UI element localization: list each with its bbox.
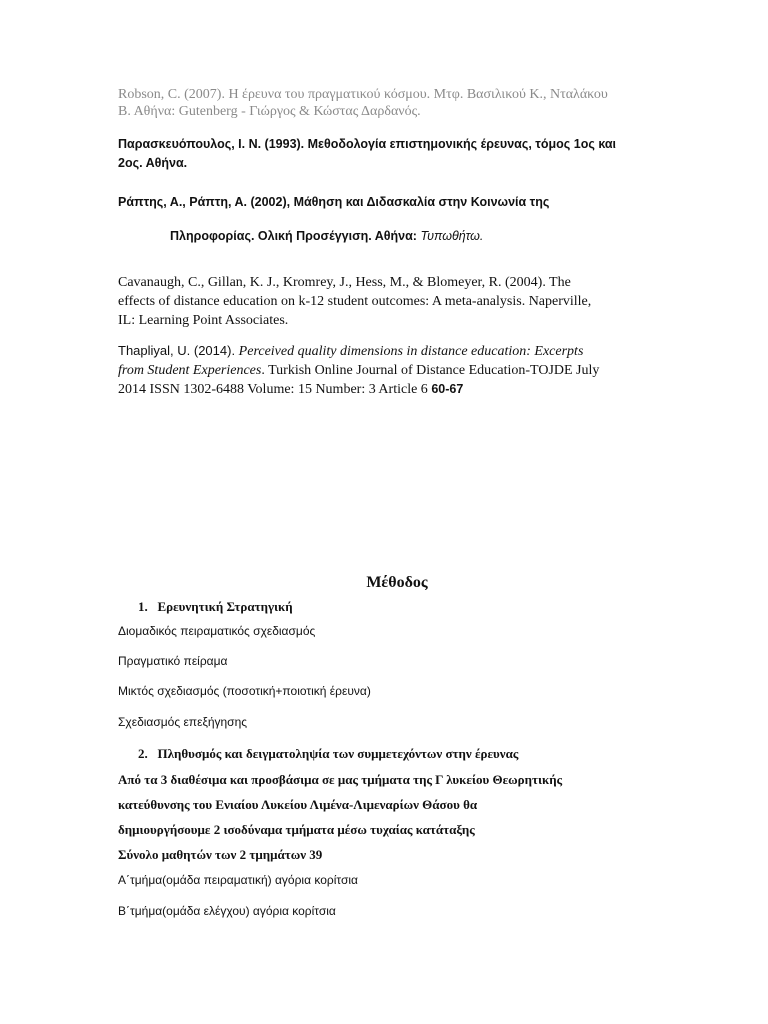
reference-thapliyal-title-part1: Perceived quality dimensions in distance education: Excerpts — [238, 344, 584, 359]
section1-item-1: Πραγματικό πείραμα — [118, 654, 228, 668]
method-heading: Μέθοδος — [366, 574, 428, 591]
reference-thapliyal-line2 — [118, 361, 599, 380]
reference-thapliyal — [118, 341, 599, 399]
reference-cavanaugh — [118, 273, 591, 330]
reference-cavanaugh-line2: effects of distance education on k-12 student outcomes: A meta-analysis. Naperville, — [118, 294, 592, 309]
section2-group-0: Α΄τμήμα(ομάδα πειραματική) αγόρια κορίτσια — [118, 873, 358, 887]
section1-item-3: Σχεδιασμός επεξήγησης — [118, 715, 248, 729]
section2-paragraph-line2: δημιουργήσουμε 2 ισοδύναμα τμήματα μέσω τυχαίας κατάταξης — [118, 822, 475, 837]
reference-raptis-line1: Ράπτης, Α., Ράπτη, Α. (2002), Μάθηση και Διδασκαλία στην Κοινωνία της — [118, 195, 550, 209]
reference-thapliyal-title-part2: from Student Experiences — [118, 363, 262, 378]
section1-title: 1. Ερευνητική Στρατηγική — [138, 599, 293, 614]
section2-paragraph-line0: Από τα 3 διαθέσιμα και προσβάσιμα σε μας τμήματα της Γ λυκείου Θεωρητικής — [118, 772, 563, 787]
reference-paraskevopoulos-line1: Παρασκευόπουλος, Ι. Ν. (1993). Μεθοδολογία επιστημονικής έρευνας, τόμος 1ος και — [118, 137, 617, 151]
section1-item-0: Διομαδικός πειραματικός σχεδιασμός — [118, 624, 316, 638]
reference-thapliyal-issue: 2014 ISSN 1302-6488 Volume: 15 Number: 3 Article 6 — [118, 382, 432, 397]
section2-group-1: Β΄τμήμα(ομάδα ελέγχου) αγόρια κορίτσια — [118, 904, 336, 918]
reference-thapliyal-line3 — [118, 380, 599, 399]
reference-thapliyal-line1 — [118, 341, 599, 361]
reference-cavanaugh-line3: IL: Learning Point Associates. — [118, 313, 289, 328]
reference-raptis-publisher: Τυπωθήτω. — [420, 229, 484, 243]
reference-cavanaugh-line1: Cavanaugh, C., Gillan, K. J., Kromrey, J., Hess, M., & Blomeyer, R. (2004). The — [118, 275, 571, 290]
section2-title: 2. Πληθυσμός και δειγματοληψία των συμμετεχόντων στην έρευνας — [138, 746, 519, 761]
reference-robson-line1: Robson, C. (2007). Η έρευνα του πραγματικού κόσμου. Μτφ. Βασιλικού Κ., Νταλάκου — [118, 87, 608, 102]
reference-thapliyal-journal: . Turkish Online Journal of Distance Education-TOJDE July — [261, 363, 600, 378]
reference-thapliyal-author: Thapliyal, U. (2014). — [118, 343, 239, 358]
reference-raptis-line2 — [170, 227, 483, 246]
section2-paragraph-line3: Σύνολο μαθητών των 2 τμημάτων 39 — [118, 847, 323, 862]
reference-robson — [118, 86, 608, 120]
section1-item-2: Μικτός σχεδιασμός (ποσοτική+ποιοτική έρευνα) — [118, 684, 371, 698]
reference-paraskevopoulos — [118, 135, 616, 173]
reference-thapliyal-pages: 60-67 — [431, 382, 464, 396]
section2-paragraph-line1: κατεύθυνσης του Ενιαίου Λυκείου Λιμένα-Λιμεναρίων Θάσου θα — [118, 797, 478, 812]
reference-robson-line2: Β. Αθήνα: Gutenberg - Γιώργος & Κώστας Δαρδανός. — [118, 104, 421, 119]
reference-paraskevopoulos-line2: 2ος. Αθήνα. — [118, 156, 188, 170]
reference-raptis-line2-main: Πληροφορίας. Ολική Προσέγγιση. Αθήνα: — [170, 229, 421, 243]
